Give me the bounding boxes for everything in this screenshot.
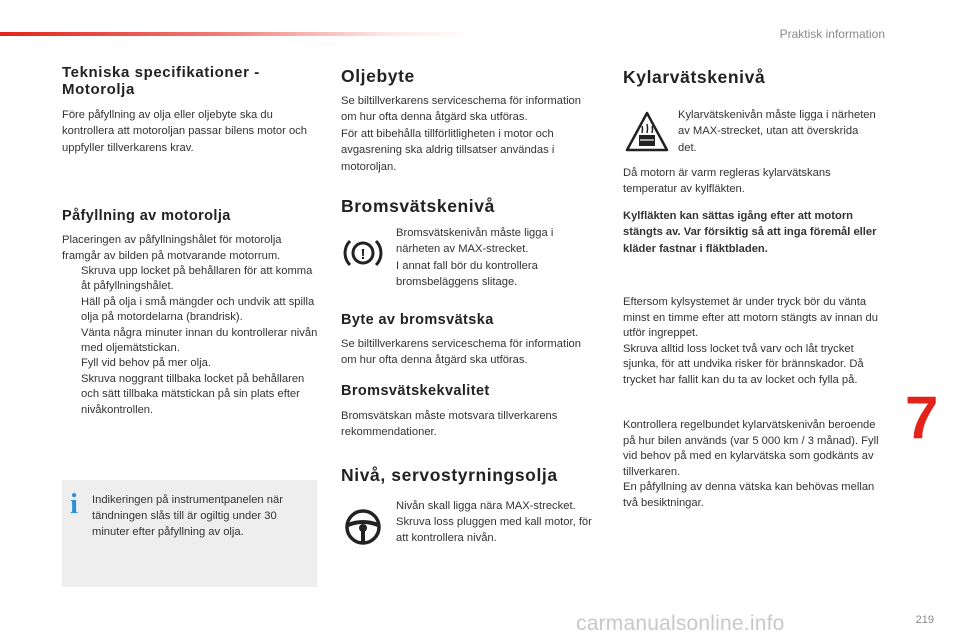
info-icon: i <box>70 489 78 520</box>
oil-refill-steps <box>62 264 320 418</box>
heading-coolant-level: Kylarvätskenivå <box>623 67 766 87</box>
step-text: Vänta några minuter innan du kontrollerar nivån med oljemätstickan. <box>81 326 318 355</box>
oil-change-text: Se biltillverkarens serviceschema för information om hur ofta denna åtgärd ska utföras. För att bibehålla tillförlitligheten i motor och avgasrening ska aldrig tillsatser användas i motoroljan. <box>341 95 582 173</box>
brake-quality-text: Bromsvätskan måste motsvara tillverkarens rekommendationer. <box>341 409 558 439</box>
brake-level-text: Bromsvätskenivån måste ligga i närheten av MAX-strecket. I annat fall bör du kontrollera bromsbeläggens slitage. <box>396 227 554 289</box>
list-item <box>62 295 320 326</box>
column-fluids <box>341 64 596 561</box>
coolant-row <box>623 109 885 161</box>
coolant-icon-text: Kylarvätskenivån måste ligga i närheten av MAX-strecket, utan att överskrida det. <box>678 109 876 154</box>
column-coolant <box>623 64 885 511</box>
heading-oil-specs: Tekniska specifikationer - Motorolja <box>62 64 260 98</box>
page-number: 219 <box>915 614 934 626</box>
info-text: Indikeringen på instrumentpanelen när tändningen slås till är ogiltig under 30 minuter efter påfyllning av olja. <box>92 494 283 538</box>
coolant-text-2: Eftersom kylsystemet är under tryck bör du vänta minst en timme efter att motorn stängts av innan du utför ingreppet. Skruva alltid loss locket två varv och låt trycket sjunka, för att undvika risker för brännskador. Då trycket har fallit kan du ta av locket och fylla på. <box>623 296 878 386</box>
svg-text:!: ! <box>360 246 366 264</box>
heading-brake-quality: Bromsvätskekvalitet <box>341 382 490 399</box>
steering-wheel-icon <box>343 507 383 552</box>
step-text: Skruva upp locket på behållaren för att komma åt påfyllningshålet. <box>81 265 313 293</box>
info-box <box>62 480 317 587</box>
heading-brake-level: Bromsvätskenivå <box>341 196 495 217</box>
list-item <box>62 264 320 295</box>
brake-warning-icon <box>343 233 383 278</box>
step-text: Häll på olja i små mängder och undvik att spilla olja på motordelarna (brandrisk). <box>81 295 315 324</box>
heading-oil-refill: Påfyllning av motorolja <box>62 208 231 225</box>
list-item <box>62 326 320 357</box>
watermark: carmanualsonline.info <box>576 612 785 635</box>
heading-brake-change: Byte av bromsvätska <box>341 312 494 329</box>
oil-specs-text: Före påfyllning av olja eller oljebyte ska du kontrollera att motoroljan passar bilens motor och uppfyller tillverkarens krav. <box>62 109 307 154</box>
coolant-text-3: Kontrollera regelbundet kylarvätskenivån beroende på hur bilen används (var 5 000 km / 3 månad). Fyll vid behov på med en kylarvätska som godkänts av tillverkaren. En påfyllning av denna vätska kan behövas mellan två besiktningar. <box>623 419 879 509</box>
heading-steering-fluid: Nivå, servostyrningsolja <box>341 464 558 485</box>
header-accent-bar <box>0 32 480 36</box>
heading-oil-change: Oljebyte <box>341 66 415 86</box>
column-engine-oil <box>62 64 320 418</box>
coolant-text-1: Då motorn är varm regleras kylarvätskans temperatur av kylfläkten. <box>623 167 831 196</box>
step-text: Fyll vid behov på mer olja. <box>81 357 211 370</box>
brake-level-row <box>341 227 596 293</box>
hot-coolant-warning-icon <box>625 111 669 158</box>
steering-row <box>341 501 596 561</box>
list-item <box>62 356 320 371</box>
steering-text: Nivån skall ligga nära MAX-strecket. Skruva loss pluggen med kall motor, för att kontrollera nivån. <box>396 499 592 545</box>
section-title: Praktisk information <box>779 27 885 41</box>
brake-change-text: Se biltillverkarens serviceschema för information om hur ofta denna åtgärd ska utföras. <box>341 338 582 367</box>
chapter-number: 7 <box>905 384 939 451</box>
coolant-warning: Kylfläkten kan sättas igång efter att motorn stängts av. Var försiktig så att inga föremål eller kläder fastnar i fläktbladen. <box>623 209 877 255</box>
oil-refill-intro: Placeringen av påfyllningshålet för motorolja framgår av bilden på motvarande motorrum. <box>62 234 282 262</box>
list-item <box>62 372 320 418</box>
step-text: Skruva noggrant tillbaka locket på behållaren och sätt tillbaka mätstickan på sin plats efter nivåkontrollen. <box>81 372 305 416</box>
